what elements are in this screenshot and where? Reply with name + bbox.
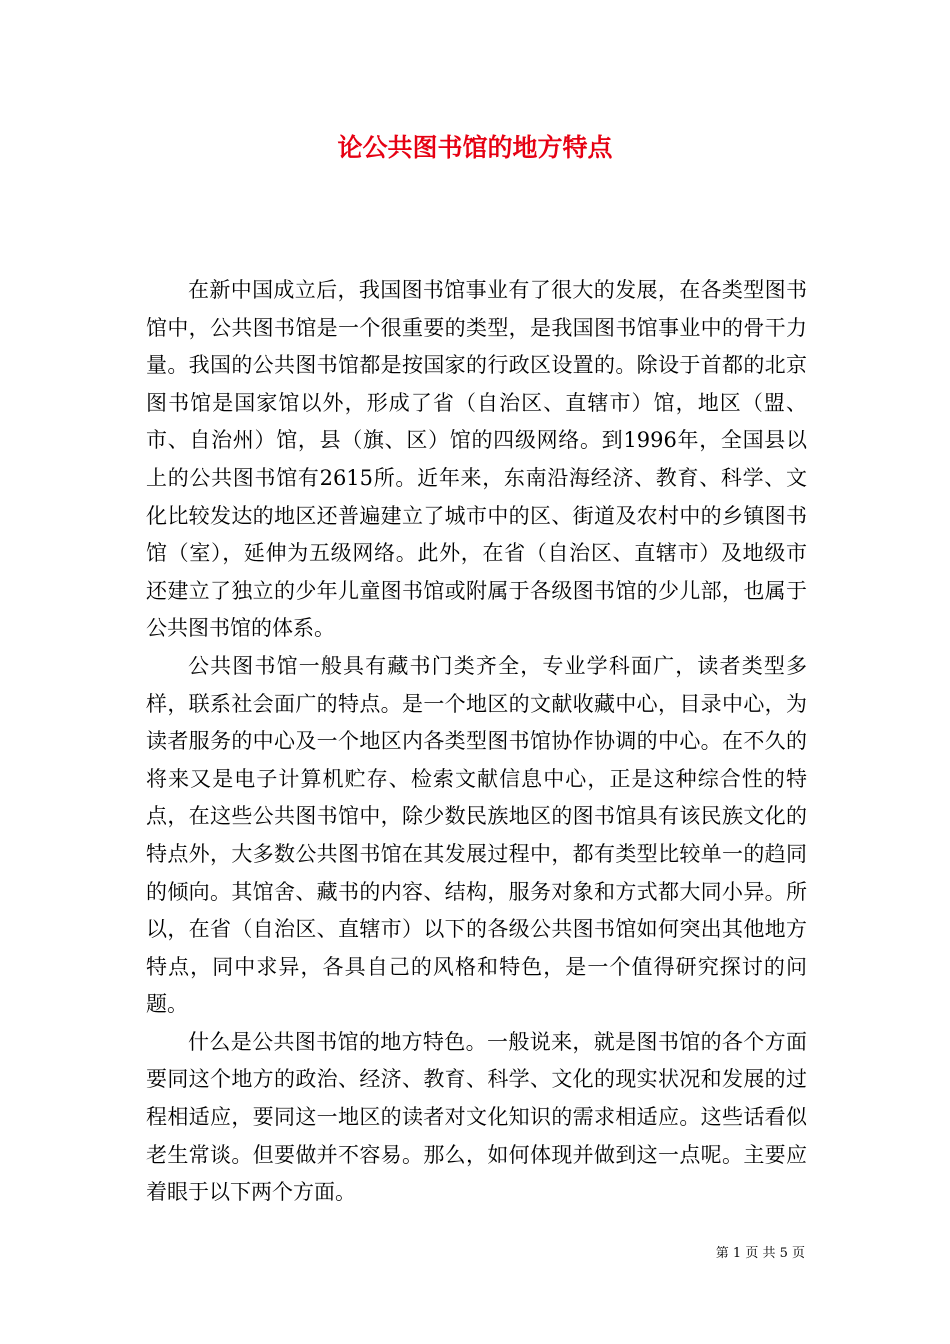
document-body [146, 272, 807, 1212]
paragraph-1: 在新中国成立后，我国图书馆事业有了很大的发展，在各类型图书馆中，公共图书馆是一个很重要的类型，是我国图书馆事业中的骨干力量。我国的公共图书馆都是按国家的行政区设置的。除设于首都的北京图书馆是国家馆以外，形成了省（自治区、直辖市）馆，地区（盟、市、自治州）馆，县（旗、区）馆的四级网络。到1996年，全国县以上的公共图书馆有2615所。近年来，东南沿海经济、教育、科学、文化比较发达的地区还普遍建立了城市中的区、街道及农村中的乡镇图书馆（室），延伸为五级网络。此外，在省（自治区、直辖市）及地级市还建立了独立的少年儿童图书馆或附属于各级图书馆的少儿部，也属于公共图书馆的体系。 [146, 278, 807, 641]
page-number-footer: 第 1 页 共 5 页 [715, 1246, 805, 1261]
document-title: 论公共图书馆的地方特点 [337, 133, 613, 162]
paragraph-3: 什么是公共图书馆的地方特色。一般说来，就是图书馆的各个方面要同这个地方的政治、经济、教育、科学、文化的现实状况和发展的过程相适应，要同这一地区的读者对文化知识的需求相适应。这些话看似老生常谈。但要做并不容易。那么，如何体现并做到这一点呢。主要应着眼于以下两个方面。 [146, 1029, 807, 1205]
paragraph-2: 公共图书馆一般具有藏书门类齐全，专业学科面广，读者类型多样，联系社会面广的特点。是一个地区的文献收藏中心，目录中心，为读者服务的中心及一个地区内各类型图书馆协作协调的中心。在不久的将来又是电子计算机贮存、检索文献信息中心，正是这种综合性的特点，在这些公共图书馆中，除少数民族地区的图书馆具有该民族文化的特点外，大多数公共图书馆在其发展过程中，都有类型比较单一的趋同的倾向。其馆舍、藏书的内容、结构，服务对象和方式都大同小异。所以，在省（自治区、直辖市）以下的各级公共图书馆如何突出其他地方特点，同中求异，各具自己的风格和特色，是一个值得研究探讨的问题。 [146, 653, 807, 1017]
